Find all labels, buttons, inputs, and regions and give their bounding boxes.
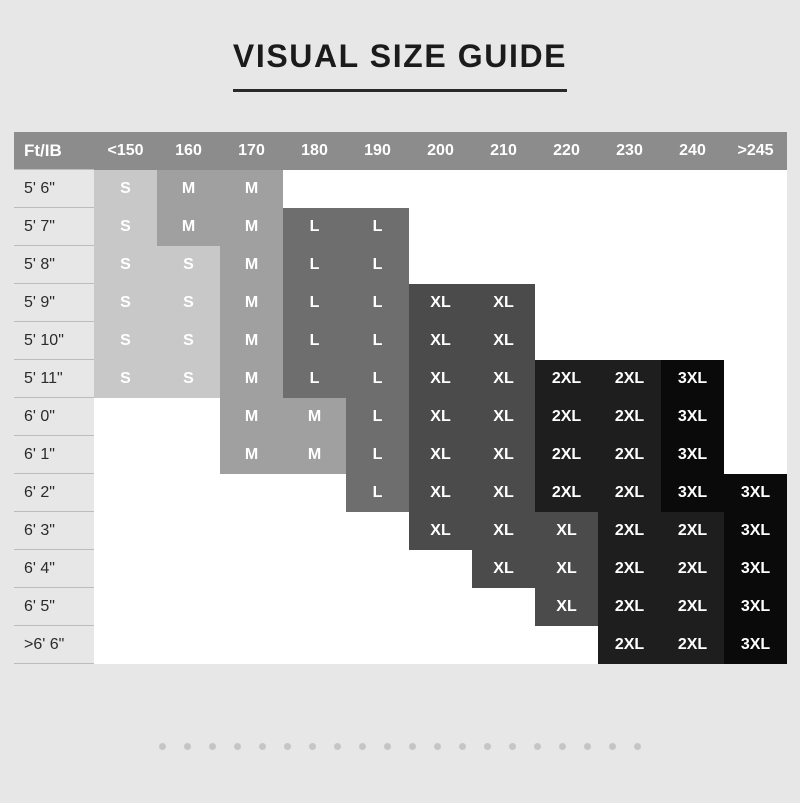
empty-cell — [598, 322, 661, 360]
empty-cell — [724, 284, 787, 322]
empty-cell — [283, 512, 346, 550]
size-cell: 3XL — [661, 360, 724, 398]
empty-cell — [157, 474, 220, 512]
column-header: 220 — [535, 132, 598, 170]
size-cell: M — [283, 398, 346, 436]
size-cell: S — [157, 246, 220, 284]
empty-cell — [535, 246, 598, 284]
column-header: 160 — [157, 132, 220, 170]
column-header: 190 — [346, 132, 409, 170]
size-cell: M — [157, 170, 220, 208]
size-cell: 3XL — [724, 512, 787, 550]
size-cell: XL — [535, 588, 598, 626]
size-cell: L — [346, 322, 409, 360]
carousel-dot — [484, 743, 491, 750]
size-cell: XL — [535, 550, 598, 588]
size-cell: S — [157, 284, 220, 322]
size-cell: XL — [472, 474, 535, 512]
table-body — [14, 170, 787, 664]
empty-cell — [472, 588, 535, 626]
carousel-dot — [584, 743, 591, 750]
size-cell: XL — [409, 322, 472, 360]
size-cell: XL — [472, 322, 535, 360]
empty-cell — [409, 246, 472, 284]
empty-cell — [346, 550, 409, 588]
column-header: >245 — [724, 132, 787, 170]
size-cell: 2XL — [598, 626, 661, 664]
size-cell: XL — [472, 512, 535, 550]
empty-cell — [409, 170, 472, 208]
page-title-container — [0, 0, 800, 92]
table-row — [14, 208, 787, 246]
size-cell: M — [157, 208, 220, 246]
empty-cell — [283, 474, 346, 512]
carousel-dot — [209, 743, 216, 750]
size-cell: L — [346, 436, 409, 474]
column-header: 240 — [661, 132, 724, 170]
carousel-dot — [159, 743, 166, 750]
size-cell: XL — [472, 550, 535, 588]
empty-cell — [535, 208, 598, 246]
empty-cell — [472, 208, 535, 246]
size-cell: 2XL — [598, 550, 661, 588]
empty-cell — [346, 512, 409, 550]
size-cell: S — [94, 322, 157, 360]
empty-cell — [724, 398, 787, 436]
carousel-dot — [284, 743, 291, 750]
size-cell: L — [346, 284, 409, 322]
carousel-dot — [534, 743, 541, 750]
carousel-dot — [359, 743, 366, 750]
carousel-dot — [384, 743, 391, 750]
size-cell: 2XL — [535, 398, 598, 436]
empty-cell — [157, 512, 220, 550]
column-header: 230 — [598, 132, 661, 170]
table-row — [14, 246, 787, 284]
header-row — [14, 132, 787, 170]
empty-cell — [94, 474, 157, 512]
table-row — [14, 550, 787, 588]
carousel-dot — [634, 743, 641, 750]
carousel-dot — [259, 743, 266, 750]
column-header: 170 — [220, 132, 283, 170]
empty-cell — [220, 474, 283, 512]
row-header: 5' 7" — [14, 208, 94, 246]
empty-cell — [661, 208, 724, 246]
size-cell: M — [220, 170, 283, 208]
table-row — [14, 474, 787, 512]
size-cell: 2XL — [598, 398, 661, 436]
empty-cell — [283, 626, 346, 664]
size-cell: XL — [472, 398, 535, 436]
empty-cell — [346, 170, 409, 208]
row-header: 5' 8" — [14, 246, 94, 284]
size-cell: XL — [409, 512, 472, 550]
table-row — [14, 322, 787, 360]
size-cell: L — [346, 246, 409, 284]
carousel-dot — [409, 743, 416, 750]
empty-cell — [409, 208, 472, 246]
empty-cell — [598, 208, 661, 246]
size-chart-table — [14, 132, 787, 664]
empty-cell — [409, 550, 472, 588]
size-cell: L — [283, 284, 346, 322]
size-cell: 2XL — [598, 360, 661, 398]
empty-cell — [283, 550, 346, 588]
row-header: 6' 3" — [14, 512, 94, 550]
corner-header: Ft/IB — [14, 132, 94, 170]
table-row — [14, 588, 787, 626]
size-cell: S — [94, 208, 157, 246]
page-title: VISUAL SIZE GUIDE — [233, 38, 567, 92]
empty-cell — [661, 284, 724, 322]
size-chart-container — [0, 132, 800, 664]
size-cell: XL — [472, 284, 535, 322]
empty-cell — [94, 588, 157, 626]
empty-cell — [283, 170, 346, 208]
size-cell: L — [346, 398, 409, 436]
row-header: 6' 0" — [14, 398, 94, 436]
size-cell: L — [346, 208, 409, 246]
empty-cell — [535, 626, 598, 664]
size-cell: S — [157, 322, 220, 360]
row-header: 5' 10" — [14, 322, 94, 360]
row-header: 6' 5" — [14, 588, 94, 626]
empty-cell — [472, 246, 535, 284]
empty-cell — [724, 246, 787, 284]
table-row — [14, 360, 787, 398]
carousel-dots — [0, 737, 800, 755]
size-cell: 2XL — [598, 512, 661, 550]
column-header: 210 — [472, 132, 535, 170]
table-row — [14, 512, 787, 550]
size-cell: 2XL — [661, 512, 724, 550]
size-cell: L — [346, 360, 409, 398]
table-row — [14, 398, 787, 436]
carousel-dot — [559, 743, 566, 750]
empty-cell — [724, 360, 787, 398]
empty-cell — [220, 588, 283, 626]
empty-cell — [283, 588, 346, 626]
empty-cell — [724, 208, 787, 246]
size-cell: 3XL — [724, 474, 787, 512]
row-header: 5' 11" — [14, 360, 94, 398]
carousel-dot — [184, 743, 191, 750]
size-cell: 3XL — [724, 588, 787, 626]
empty-cell — [724, 436, 787, 474]
empty-cell — [598, 246, 661, 284]
size-cell: L — [283, 246, 346, 284]
size-cell: 3XL — [661, 474, 724, 512]
size-cell: S — [94, 246, 157, 284]
size-cell: M — [220, 208, 283, 246]
empty-cell — [94, 626, 157, 664]
size-cell: L — [283, 360, 346, 398]
size-cell: 3XL — [661, 398, 724, 436]
empty-cell — [724, 170, 787, 208]
empty-cell — [535, 322, 598, 360]
size-cell: L — [283, 322, 346, 360]
empty-cell — [661, 322, 724, 360]
row-header: >6' 6" — [14, 626, 94, 664]
empty-cell — [157, 436, 220, 474]
size-cell: S — [94, 360, 157, 398]
row-header: 6' 4" — [14, 550, 94, 588]
carousel-dot — [609, 743, 616, 750]
column-header: <150 — [94, 132, 157, 170]
empty-cell — [157, 588, 220, 626]
size-cell: 2XL — [661, 626, 724, 664]
size-cell: 2XL — [535, 436, 598, 474]
empty-cell — [220, 626, 283, 664]
size-cell: 2XL — [661, 588, 724, 626]
empty-cell — [220, 512, 283, 550]
carousel-dot — [434, 743, 441, 750]
size-cell: 2XL — [661, 550, 724, 588]
empty-cell — [661, 246, 724, 284]
table-row — [14, 626, 787, 664]
size-cell: M — [220, 398, 283, 436]
table-row — [14, 436, 787, 474]
carousel-dot — [334, 743, 341, 750]
size-cell: M — [220, 322, 283, 360]
size-cell: M — [220, 360, 283, 398]
empty-cell — [94, 512, 157, 550]
size-cell: S — [94, 284, 157, 322]
size-cell: XL — [472, 360, 535, 398]
size-cell: 3XL — [724, 550, 787, 588]
size-cell: 2XL — [598, 588, 661, 626]
carousel-dot — [509, 743, 516, 750]
empty-cell — [94, 436, 157, 474]
empty-cell — [409, 626, 472, 664]
size-cell: M — [283, 436, 346, 474]
size-cell: 2XL — [598, 474, 661, 512]
row-header: 6' 2" — [14, 474, 94, 512]
empty-cell — [94, 398, 157, 436]
empty-cell — [598, 284, 661, 322]
empty-cell — [661, 170, 724, 208]
size-cell: M — [220, 246, 283, 284]
carousel-dot — [309, 743, 316, 750]
empty-cell — [157, 550, 220, 588]
row-header: 5' 9" — [14, 284, 94, 322]
empty-cell — [409, 588, 472, 626]
size-cell: XL — [409, 360, 472, 398]
size-cell: M — [220, 284, 283, 322]
size-cell: 3XL — [661, 436, 724, 474]
size-cell: XL — [409, 284, 472, 322]
table-header — [14, 132, 787, 170]
size-cell: S — [94, 170, 157, 208]
empty-cell — [472, 170, 535, 208]
column-header: 180 — [283, 132, 346, 170]
row-header: 5' 6" — [14, 170, 94, 208]
column-header: 200 — [409, 132, 472, 170]
size-cell: M — [220, 436, 283, 474]
empty-cell — [724, 322, 787, 360]
empty-cell — [157, 626, 220, 664]
empty-cell — [598, 170, 661, 208]
empty-cell — [346, 588, 409, 626]
table-row — [14, 170, 787, 208]
size-cell: XL — [409, 474, 472, 512]
size-cell: S — [157, 360, 220, 398]
table-row — [14, 284, 787, 322]
size-cell: 2XL — [535, 474, 598, 512]
empty-cell — [535, 284, 598, 322]
size-cell: L — [283, 208, 346, 246]
carousel-dot — [234, 743, 241, 750]
size-cell: XL — [409, 398, 472, 436]
size-cell: 2XL — [535, 360, 598, 398]
empty-cell — [472, 626, 535, 664]
size-cell: XL — [472, 436, 535, 474]
empty-cell — [94, 550, 157, 588]
size-cell: 2XL — [598, 436, 661, 474]
empty-cell — [220, 550, 283, 588]
size-cell: L — [346, 474, 409, 512]
size-cell: XL — [409, 436, 472, 474]
size-cell: XL — [535, 512, 598, 550]
size-cell: 3XL — [724, 626, 787, 664]
empty-cell — [157, 398, 220, 436]
carousel-dot — [459, 743, 466, 750]
row-header: 6' 1" — [14, 436, 94, 474]
empty-cell — [535, 170, 598, 208]
empty-cell — [346, 626, 409, 664]
